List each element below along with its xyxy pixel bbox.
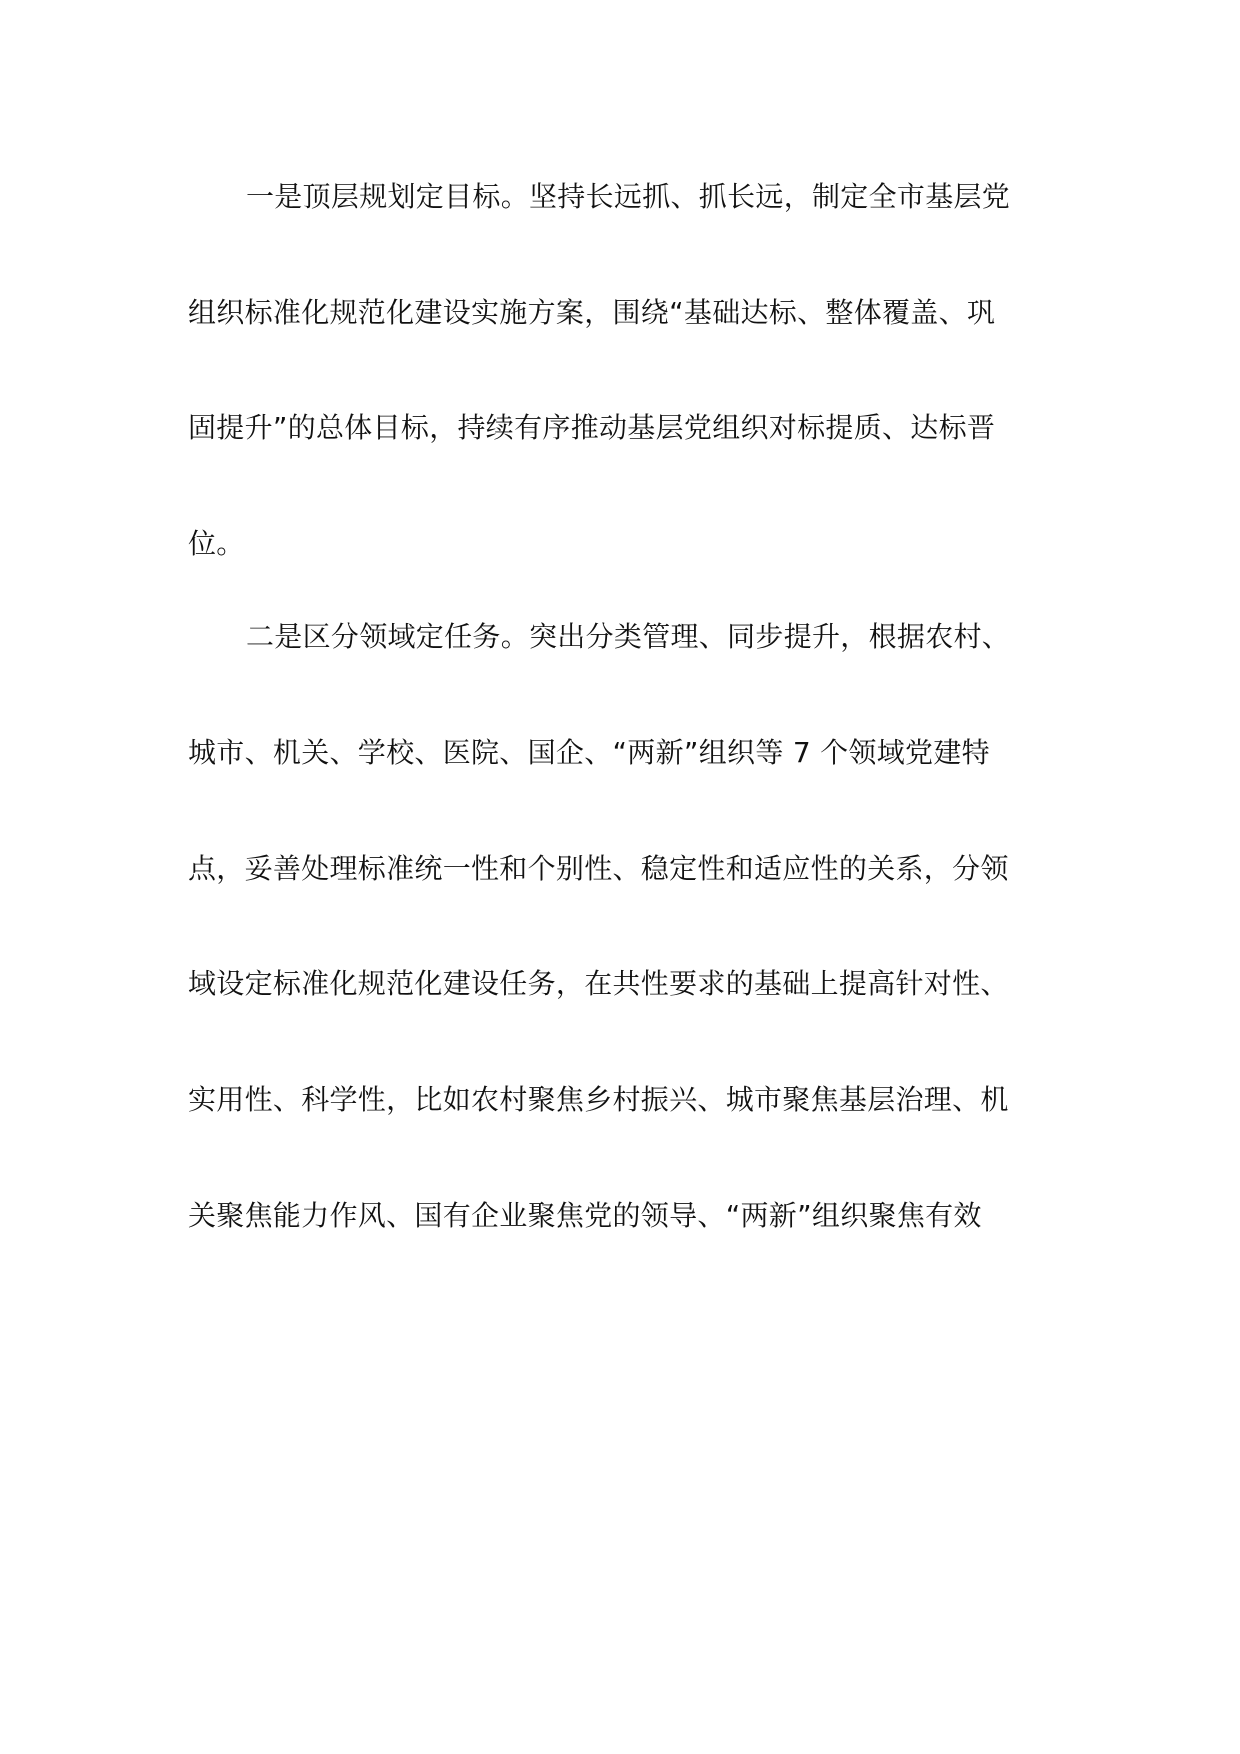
paragraph-line: 实用性、科学性，比如农村聚焦乡村振兴、城市聚焦基层治理、机: [188, 1083, 1009, 1116]
paragraph-line: 域设定标准化规范化建设任务，在共性要求的基础上提高针对性、: [188, 967, 1009, 1000]
paragraph-line: 一是顶层规划定目标。坚持长远抓、抓长远，制定全市基层党: [246, 180, 1011, 213]
paragraph-line: 关聚焦能力作风、国有企业聚焦党的领导、“两新”组织聚焦有效: [188, 1199, 982, 1232]
paragraph-line: 二是区分领域定任务。突出分类管理、同步提升，根据农村、: [246, 620, 1011, 653]
paragraph-line: 城市、机关、学校、医院、国企、“两新”组织等 7 个领域党建特: [188, 736, 990, 769]
paragraph-line: 固提升”的总体目标，持续有序推动基层党组织对标提质、达标晋: [188, 411, 996, 444]
paragraph-line: 组织标准化规范化建设实施方案，围绕“基础达标、整体覆盖、巩: [188, 296, 996, 329]
paragraph-line: 点，妥善处理标准统一性和个别性、稳定性和适应性的关系，分领: [188, 852, 1009, 885]
paragraph-line: 位。: [188, 527, 245, 560]
